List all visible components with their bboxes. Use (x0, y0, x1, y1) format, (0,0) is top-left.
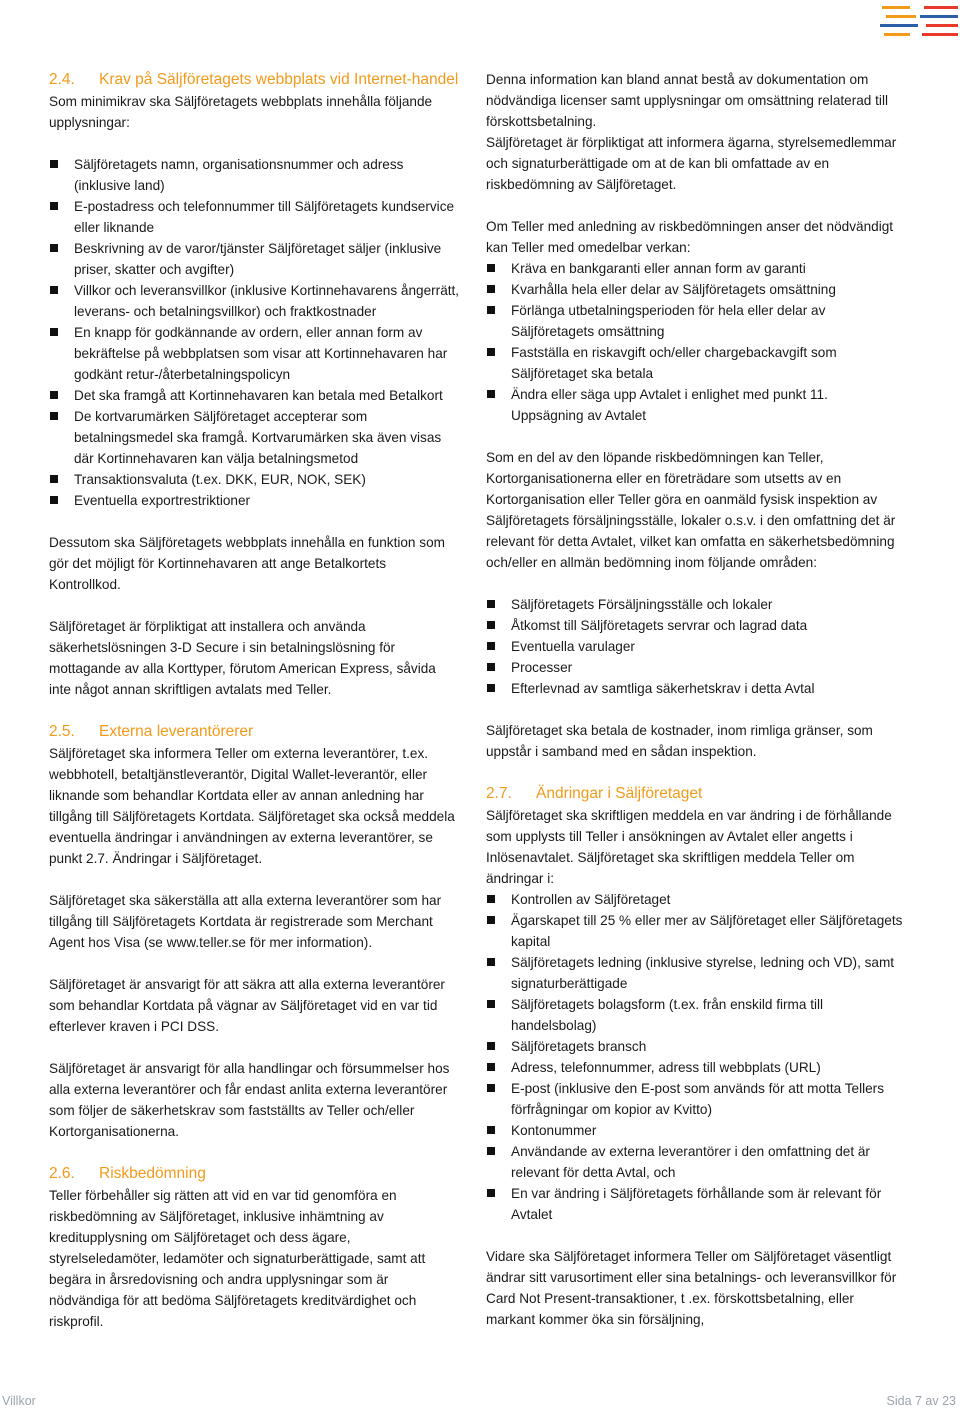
list-item: E-post (inklusive den E-post som används för att motta Tellers förfrågningar om kopior av Kvitto) (486, 1078, 904, 1120)
paragraph: Som en del av den löpande riskbedömningen kan Teller, Kortorganisationerna eller en företrädare som utsetts av en Kortorganisation eller Teller göra en oanmäld fysisk inspektion av Säljföretagets försäljningsställe, lokaler o.s.v. i den omfattning det är relevant för detta Avtalet, vilket kan omfatta en säkerhetsbedömning och/eller en allmän bedömning inom följande områden: (486, 450, 896, 570)
list-item: Säljföretagets bolagsform (t.ex. från enskild firma till handelsbolag) (486, 994, 904, 1036)
list-item: Processer (486, 657, 904, 678)
list-item: Ägarskapet till 25 % eller mer av Säljföretaget eller Säljföretagets kapital (486, 910, 904, 952)
paragraph: Säljföretaget ska informera Teller om externa leverantörer, t.ex. webbhotell, betaltjänstleverantör, Digital Wallet-leverantör, eller liknande som behandlar Kortdata eller av annan anledning har tillgång till Säljföretagets Kortdata. Säljföretaget ska också meddela eventuella ändringar i användningen av externa leverantörer, se punkt 2.7. Ändringar i Säljföretaget. (49, 746, 455, 866)
list-item: Ändra eller säga upp Avtalet i enlighet med punkt 11. Uppsägning av Avtalet (486, 384, 904, 426)
list-item: Efterlevnad av samtliga säkerhetskrav i detta Avtal (486, 678, 904, 699)
list-item: Förlänga utbetalningsperioden för hela eller delar av Säljföretagets omsättning (486, 300, 904, 342)
list-item: Kvarhålla hela eller delar av Säljföretagets omsättning (486, 279, 904, 300)
list-item: Det ska framgå att Kortinnehavaren kan betala med Betalkort (49, 385, 461, 406)
section-number: 2.5. (49, 723, 75, 740)
left-column (49, 69, 461, 1332)
teller-logo (880, 6, 960, 38)
list-item: Eventuella exportrestriktioner (49, 490, 461, 511)
logo-stripe (922, 33, 958, 36)
list-item: Säljföretagets Försäljningsställe och lokaler (486, 594, 904, 615)
paragraph: Dessutom ska Säljföretagets webbplats innehålla en funktion som gör det möjligt för Kortinnehavaren att ange Betalkortets Kontrollkod. (49, 535, 445, 592)
list-item: Fastställa en riskavgift och/eller chargebackavgift som Säljföretaget ska betala (486, 342, 904, 384)
right-column (486, 69, 904, 1330)
measures-list (486, 258, 904, 426)
section-number: 2.4. (49, 71, 75, 88)
footer-document-label: Villkor (2, 1394, 36, 1408)
logo-stripe (886, 15, 916, 18)
logo-stripe (924, 6, 958, 9)
list-item: Åtkomst till Säljföretagets servrar och lagrad data (486, 615, 904, 636)
paragraph: Säljföretaget är ansvarigt för alla handlingar och försummelser hos alla externa leverantörer och får endast anlita externa leverantörer som följer de säkerhetskrav som fastställts av Teller och/eller Kortorganisationerna. (49, 1061, 450, 1139)
list-item: E-postadress och telefonnummer till Säljföretagets kundservice eller liknande (49, 196, 461, 238)
section-number: 2.6. (49, 1165, 75, 1182)
requirements-list (49, 154, 461, 511)
section-title: Riskbedömning (99, 1165, 206, 1182)
list-item: Säljföretagets namn, organisationsnummer och adress (inklusive land) (49, 154, 461, 196)
section-title: Krav på Säljföretagets webbplats vid Internet-handel (99, 71, 459, 88)
paragraph: Denna information kan bland annat bestå av dokumentation om nödvändiga licenser samt upplysningar om omsättning relaterad till förskottsbetalning. (486, 72, 888, 129)
changes-list (486, 889, 904, 1225)
paragraph: Vidare ska Säljföretaget informera Teller om Säljföretaget väsentligt ändrar sitt varusortiment eller sina betalnings- och leveransvillkor för Card Not Present-transaktioner, t .ex. förskottsbetalning, eller markant kommer öka sin försäljning, (486, 1249, 897, 1327)
section-heading-2-7 (486, 783, 904, 805)
paragraph: Säljföretaget ska säkerställa att alla externa leverantörer som har tillgång till Säljföretagets Kortdata är registrerade som Merchant Agent hos Visa (se www.teller.se för mer information). (49, 893, 442, 950)
paragraph: Teller förbehåller sig rätten att vid en var tid genomföra en riskbedömning av Säljföretaget, inklusive inhämtning av kreditupplysning om Säljföretaget och dess ägare, styrelseledamöter, ledamöter och signaturberättigade, samt att begära in årsredovisning och andra upplysningar som är nödvändiga för att bedöma Säljföretagets kreditvärdighet och riskprofil. (49, 1188, 426, 1329)
section-heading-2-5 (49, 721, 461, 743)
list-item: En knapp för godkännande av ordern, eller annan form av bekräftelse på webbplatsen som visar att Kortinnehavaren har godkänt retur-/återbetalningspolicyn (49, 322, 461, 385)
list-item: Säljföretagets bransch (486, 1036, 904, 1057)
inspection-areas-list (486, 594, 904, 699)
section-title: Ändringar i Säljföretaget (536, 785, 703, 802)
list-item: Användande av externa leverantörer i den omfattning det är relevant för detta Avtal, och (486, 1141, 904, 1183)
list-item: Villkor och leveransvillkor (inklusive Kortinnehavarens ångerrätt, leverans- och betalningsvillkor) och fraktkostnader (49, 280, 461, 322)
list-item: Transaktionsvaluta (t.ex. DKK, EUR, NOK, SEK) (49, 469, 461, 490)
list-item: Kontonummer (486, 1120, 904, 1141)
list-item: Eventuella varulager (486, 636, 904, 657)
paragraph: Säljföretaget är förpliktigat att installera och använda säkerhetslösningen 3-D Secure i sin betalningslösning för mottagande av alla Korttyper, förutom American Express, såvida inte något annan skriftligen avtalats med Teller. (49, 619, 436, 697)
paragraph: Som minimikrav ska Säljföretagets webbplats innehålla följande upplysningar: (49, 94, 433, 130)
list-item: En var ändring i Säljföretagets förhållande som är relevant för Avtalet (486, 1183, 904, 1225)
logo-stripe (920, 15, 958, 18)
list-item: De kortvarumärken Säljföretaget accepterar som betalningsmedel ska framgå. Kortvarumärken ska även visas där Kortinnehavaren kan välja betalningsmetod (49, 406, 461, 469)
list-item: Kräva en bankgaranti eller annan form av garanti (486, 258, 904, 279)
footer-page-number: Sida 7 av 23 (886, 1394, 956, 1408)
paragraph: Säljföretaget är förpliktigat att informera ägarna, styrelsemedlemmar och signaturberättigade om at de kan bli omfattade av en riskbedömning av Säljföretaget. (486, 135, 897, 192)
section-heading-2-6 (49, 1163, 461, 1185)
paragraph: Säljföretaget ska betala de kostnader, inom rimliga gränser, som uppstår i samband med en sådan inspektion. (486, 723, 873, 759)
list-item: Kontrollen av Säljföretaget (486, 889, 904, 910)
section-number: 2.7. (486, 785, 512, 802)
list-item: Adress, telefonnummer, adress till webbplats (URL) (486, 1057, 904, 1078)
logo-stripe (882, 6, 910, 9)
section-heading-2-4 (49, 69, 461, 91)
paragraph: Om Teller med anledning av riskbedömningen anser det nödvändigt kan Teller med omedelbar verkan: (486, 219, 894, 255)
list-item: Säljföretagets ledning (inklusive styrelse, ledning och VD), samt signaturberättigade (486, 952, 904, 994)
paragraph: Säljföretaget ska skriftligen meddela en var ändring i de förhållande som upplysts till Teller i ansökningen av Avtalet eller angetts i Inlösenavtalet. Säljföretaget ska skriftligen meddela Teller om ändringar i: (486, 808, 892, 886)
section-title: Externa leverantörerer (99, 723, 254, 740)
list-item: Beskrivning av de varor/tjänster Säljföretaget säljer (inklusive priser, skatter och avgifter) (49, 238, 461, 280)
logo-stripe (884, 33, 910, 36)
logo-stripe (926, 24, 958, 27)
logo-stripe (880, 24, 918, 27)
paragraph: Säljföretaget är ansvarigt för att säkra att alla externa leverantörer som behandlar Kortdata på vägnar av Säljföretaget vid en var tid efterlever kraven i PCI DSS. (49, 977, 445, 1034)
